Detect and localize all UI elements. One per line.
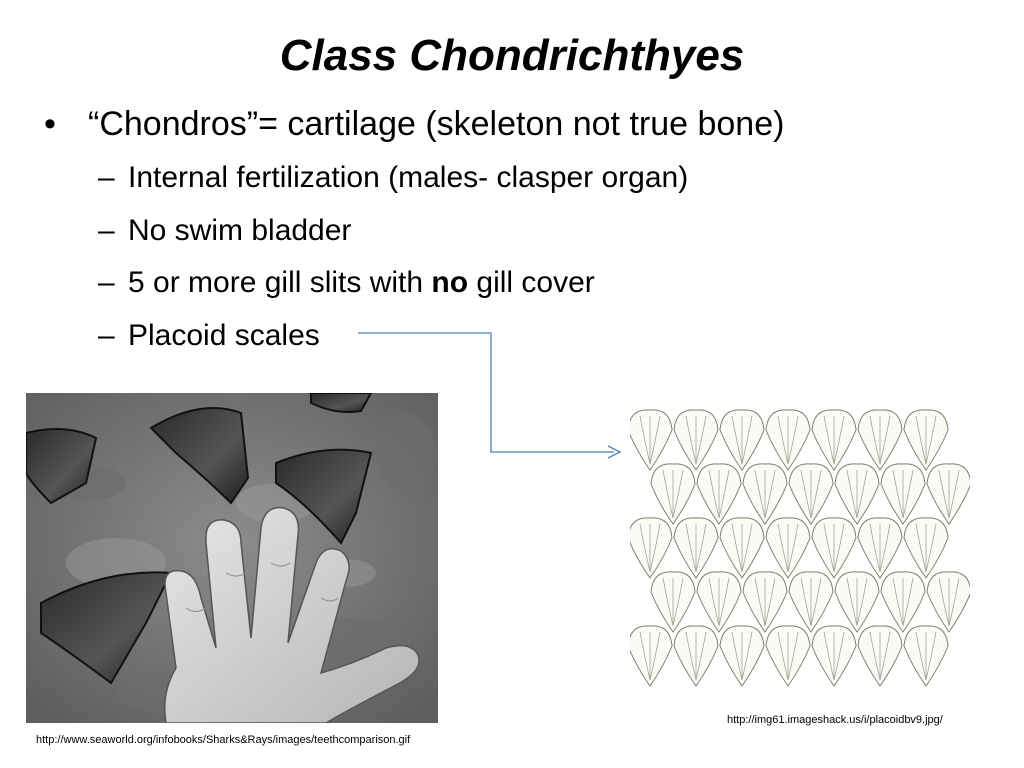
shark-teeth-photo	[26, 393, 438, 723]
sub-bullet-text: Placoid scales	[128, 319, 320, 352]
sub-bullet-fertilization	[98, 158, 688, 198]
sub-bullet-text-start: 5 or more gill slits with	[128, 266, 432, 299]
sub-bullet-text-end: gill cover	[468, 266, 595, 299]
main-bullet	[44, 102, 784, 146]
right-image-caption: http://img61.imageshack.us/i/placoidbv9.jpg/	[727, 714, 943, 726]
dash-marker: –	[98, 319, 115, 352]
sub-bullet-placoid-scales	[98, 316, 320, 356]
dash-marker: –	[98, 266, 115, 299]
main-bullet-text: “Chondros”= cartilage (skeleton not true bone)	[88, 105, 785, 143]
placoid-scales-illustration	[630, 402, 970, 690]
sub-bullet-text: Internal fertilization (males- clasper organ)	[128, 161, 689, 194]
sub-bullet-gill-slits	[98, 263, 595, 303]
sub-bullet-bold-word: no	[431, 266, 469, 299]
bullet-marker: •	[44, 105, 56, 143]
sub-bullet-swim-bladder	[98, 211, 351, 251]
dash-marker: –	[98, 214, 115, 247]
left-image-caption: http://www.seaworld.org/infobooks/Sharks&Rays/images/teethcomparison.gif	[36, 734, 411, 746]
dash-marker: –	[98, 161, 115, 194]
sub-bullet-text: No swim bladder	[128, 214, 352, 247]
page-title: Class Chondrichthyes	[279, 31, 745, 80]
